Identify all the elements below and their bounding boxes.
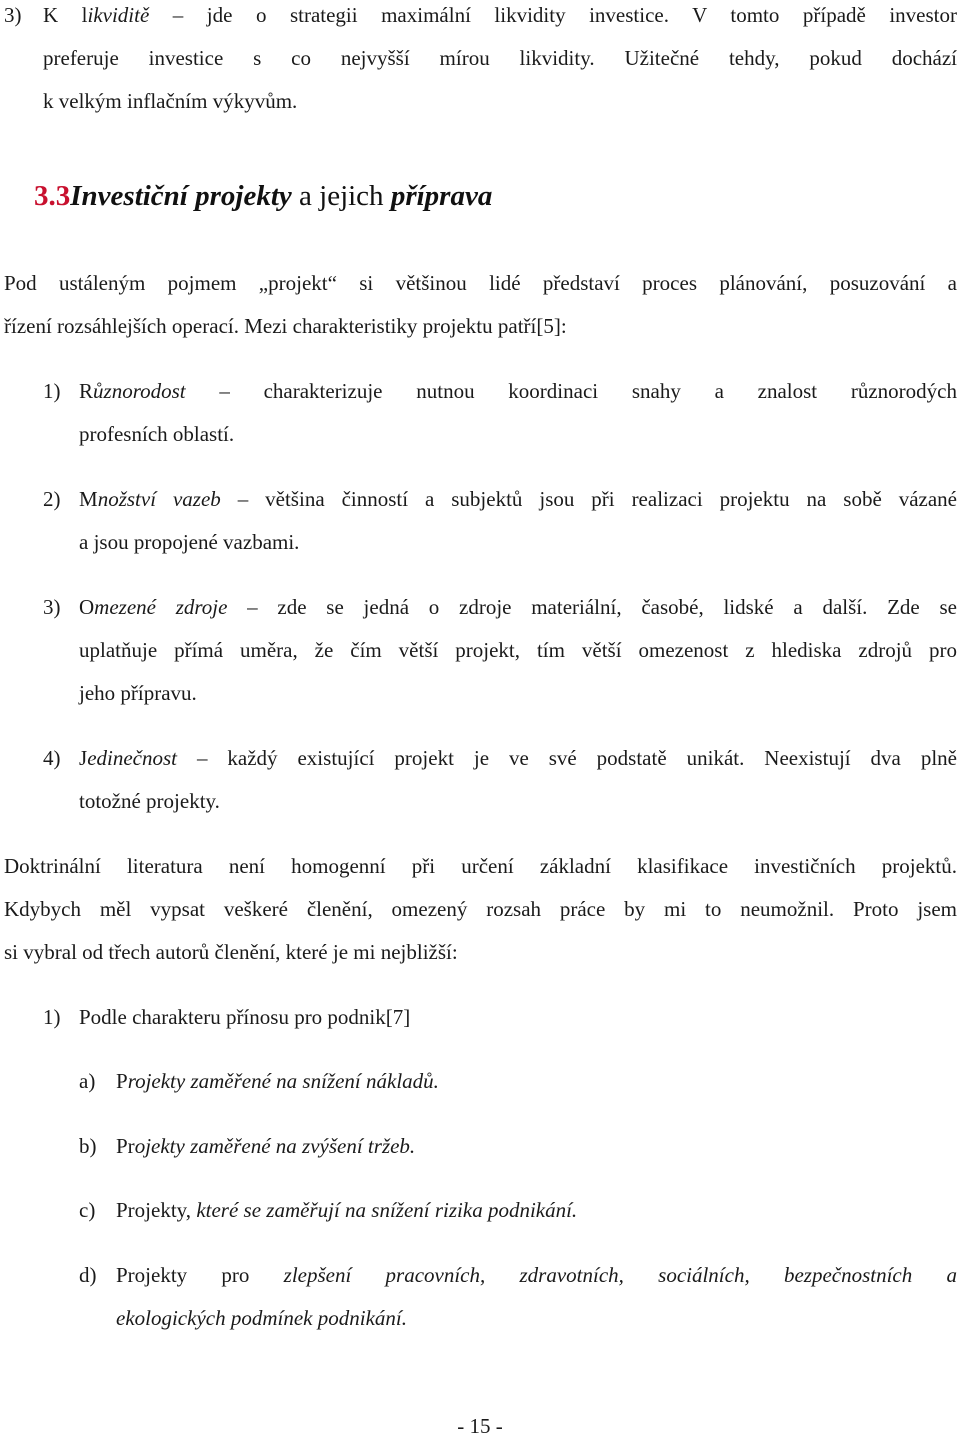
paragraph-line: Kdybych měl vypsat veškeré členění, omezený rozsah práce by mi to neumožnil. Proto jsem [4, 897, 957, 921]
list-item-line: Podle charakteru přínosu pro podnik[7] [79, 1005, 411, 1029]
sublist-letter: d) [79, 1263, 97, 1287]
section-heading: 3.3Investiční projekty a jejich příprava [34, 180, 493, 212]
sublist-letter: b) [79, 1134, 97, 1158]
list-item-line: Omezené zdroje – zde se jedná o zdroje materiální, časobé, lidské a další. Zde se [79, 595, 957, 619]
list-item-line: Různorodost – charakterizuje nutnou koordinaci snahy a znalost různorodých [79, 379, 957, 403]
sublist-item: Projekty pro zlepšení pracovních, zdravotních, sociálních, bezpečnostních a [116, 1263, 957, 1287]
sublist-item-line: ekologických podmínek podnikání. [116, 1306, 407, 1330]
list-item-line: jeho přípravu. [79, 681, 197, 705]
sublist-item: Projekty zaměřené na snížení nákladů. [116, 1069, 439, 1093]
list-number: 1) [43, 379, 61, 403]
list-number: 3) [4, 3, 22, 27]
list-item-line: preferuje investice s co nejvyšší mírou likvidity. Užitečné tehdy, pokud dochází [43, 46, 957, 70]
paragraph-line: si vybral od třech autorů členění, které je mi nejbližší: [4, 940, 458, 964]
sublist-letter: a) [79, 1069, 96, 1093]
page-number: - 15 - [457, 1414, 503, 1438]
list-item-line: a jsou propojené vazbami. [79, 530, 300, 554]
list-number: 3) [43, 595, 61, 619]
sublist-item: Projekty zaměřené na zvýšení tržeb. [116, 1134, 416, 1158]
list-number: 1) [43, 1005, 61, 1029]
list-number: 2) [43, 487, 61, 511]
list-item-line: Množství vazeb – většina činností a subjektů jsou při realizaci projektu na sobě vázané [79, 487, 957, 511]
list-item-line: K likviditě – jde o strategii maximální likvidity investice. V tomto případě investor [43, 3, 957, 27]
list-number: 4) [43, 746, 61, 770]
list-item-line: profesních oblastí. [79, 422, 235, 446]
paragraph-line: Pod ustáleným pojmem „projekt“ si většinou lidé představí proces plánování, posuzování a [4, 271, 957, 295]
list-item-line: k velkým inflačním výkyvům. [43, 89, 298, 113]
paragraph-line: řízení rozsáhlejších operací. Mezi charakteristiky projektu patří[5]: [4, 314, 567, 338]
paragraph-line: Doktrinální literatura není homogenní při určení základní klasifikace investičních projektů. [4, 854, 957, 878]
list-item-line: Jedinečnost – každý existující projekt je ve své podstatě unikát. Neexistují dva plně [79, 746, 957, 770]
sublist-letter: c) [79, 1198, 96, 1222]
sublist-item: Projekty, které se zaměřují na snížení rizika podnikání. [116, 1198, 578, 1222]
list-item-line: uplatňuje přímá uměra, že čím větší projekt, tím větší omezenost z hlediska zdrojů pro [79, 638, 957, 662]
list-item-line: totožné projekty. [79, 789, 220, 813]
